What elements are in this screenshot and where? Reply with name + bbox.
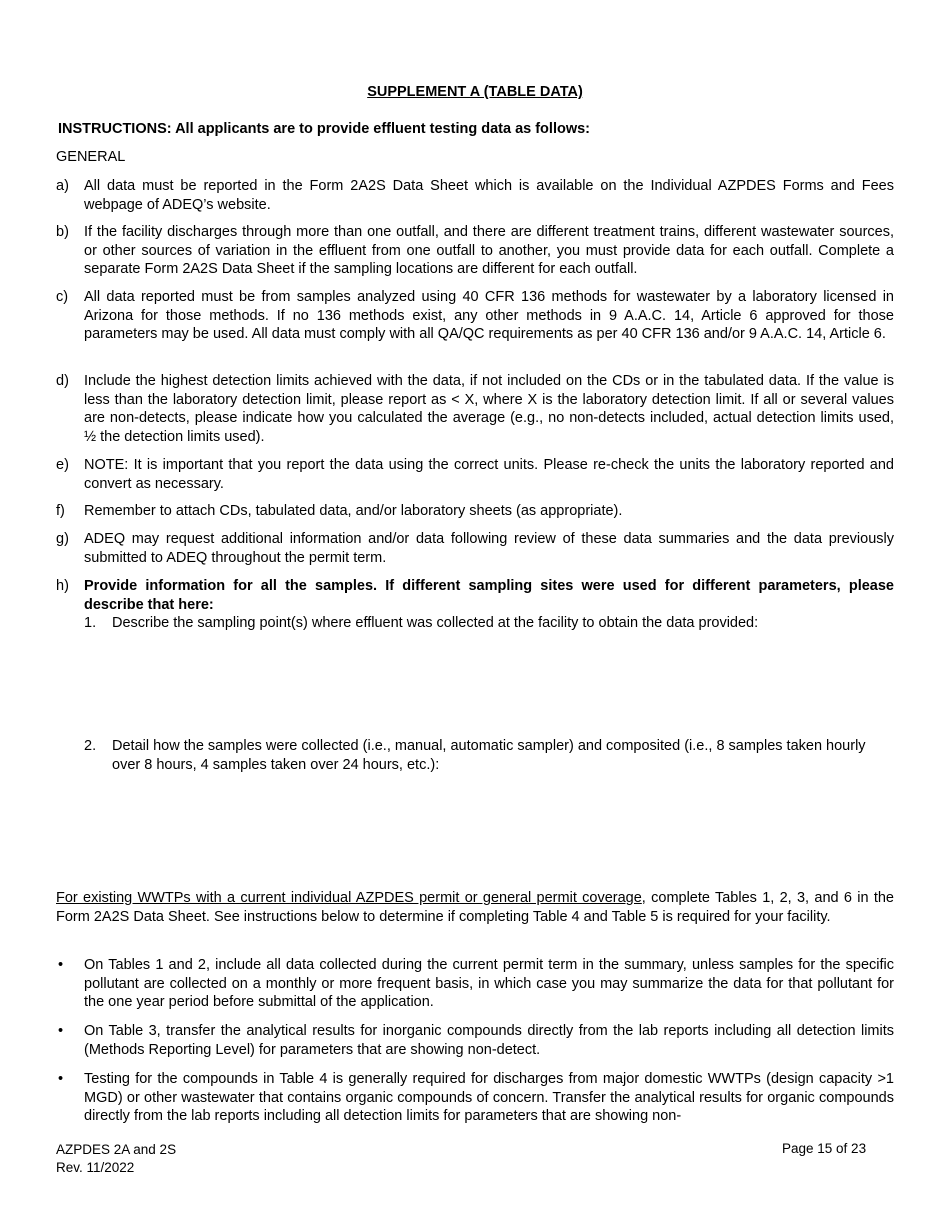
list-item-g [56,530,894,567]
sub-item-text: Describe the sampling point(s) where effluent was collected at the facility to obtain the data provided: [112,615,759,631]
item-text: All data must be reported in the Form 2A2S Data Sheet which is available on the Individual AZPDES Forms and Fees webpage of ADEQ’s website. [84,178,894,213]
bullet-text: On Tables 1 and 2, include all data collected during the current permit term in the summary, unless samples for the specific pollutant are collected on a monthly or more frequent basis, in which case you may summarize the data for that pollutant for the one year period before submittal of the application. [84,957,894,1010]
sub-item-1 [84,614,894,633]
page-title: SUPPLEMENT A (TABLE DATA) [367,84,583,100]
bullet-text: Testing for the compounds in Table 4 is generally required for discharges from major domestic WWTPs (design capacity >1 MGD) or other wastewater that contains organic compounds of concern. Transfer the analytical results for organic compounds directly from the lab reports including all detection limits for parameters that are showing non- [84,1071,894,1124]
item-label: a) [56,178,69,194]
bullet-icon: • [58,1071,64,1087]
instructions-heading: INSTRUCTIONS: All applicants are to provide effluent testing data as follows: [58,121,590,137]
section-heading-general: GENERAL [56,149,126,165]
item-text: All data reported must be from samples analyzed using 40 CFR 136 methods for wastewater by a laboratory licensed in Arizona for those methods. If no 136 methods exist, any other methods in 9 A.A.C. 14, Article 6 approved for those parameters may be used. All data must comply with all QA/QC requirements as per 40 CFR 136 and/or 9 A.A.C. 14, Article 6. [84,289,894,342]
bullet-item-2 [56,1022,894,1059]
item-text: If the facility discharges through more than one outfall, and there are different treatment trains, different wastewater sources, or other sources of variation in the effluent from one outfall to another, you must provide data for each outfall. Complete a separate Form 2A2S Data Sheet if the sampling locations are different for each outfall. [84,224,894,277]
existing-wwtp-heading: For existing WWTPs with a current individual AZPDES permit or general permit coverage [56,890,642,906]
list-item-c [56,288,894,344]
sub-item-text: Detail how the samples were collected (i.e., manual, automatic sampler) and composited (i.e., 8 samples taken hourly over 8 hours, 4 samples taken over 24 hours, etc.): [112,738,866,773]
item-label: h) [56,578,69,594]
footer-form-info [56,1141,176,1177]
bullet-item-1 [56,956,894,1012]
item-label: e) [56,457,69,473]
list-item-b [56,223,894,279]
sub-item-label: 2. [84,738,97,754]
list-item-f [56,502,894,521]
page-number: Page 15 of 23 [782,1141,867,1156]
list-item-e [56,456,894,493]
list-item-a [56,177,894,214]
item-label: c) [56,289,69,305]
sub-item-label: 1. [84,615,97,631]
item-label: b) [56,224,69,240]
bullet-icon: • [58,1023,64,1039]
bullet-icon: • [58,957,64,973]
sub-item-2 [84,737,894,774]
bullet-item-3 [56,1070,894,1126]
existing-wwtp-paragraph [56,889,894,926]
item-text: ADEQ may request additional information and/or data following review of these data summaries and the data previously submitted to ADEQ throughout the permit term. [84,531,894,566]
item-label: g) [56,531,69,547]
item-text: Include the highest detection limits achieved with the data, if not included on the CDs or in the tabulated data. If the value is less than the laboratory detection limit, please report as < X, where X is the laboratory detection limit. If all or several values are non-detects, please indicate how you calculated the average (e.g., no non-detects included, actual detection limits used, ½ the detection limits used). [84,373,894,445]
item-label: d) [56,373,69,389]
footer-revision: Rev. 11/2022 [56,1160,135,1175]
item-text: Provide information for all the samples. If different sampling sites were used for different parameters, please describe that here: [84,578,894,613]
existing-wwtp-text: , complete Tables 1, 2, 3, and 6 in the Form 2A2S Data Sheet. See instructions below to determine if completing Table 4 and Table 5 is required for your facility. [56,890,894,925]
list-item-h [56,577,894,614]
footer-form-name: AZPDES 2A and 2S [56,1142,177,1157]
item-label: f) [56,503,65,519]
item-text: NOTE: It is important that you report the data using the correct units. Please re-check the units the laboratory reported and convert as necessary. [84,457,894,492]
list-item-d [56,372,894,446]
item-text: Remember to attach CDs, tabulated data, and/or laboratory sheets (as appropriate). [84,503,623,519]
bullet-text: On Table 3, transfer the analytical results for inorganic compounds directly from the lab reports including all detection limits (Methods Reporting Level) for parameters that are showing non-detect. [84,1023,894,1058]
